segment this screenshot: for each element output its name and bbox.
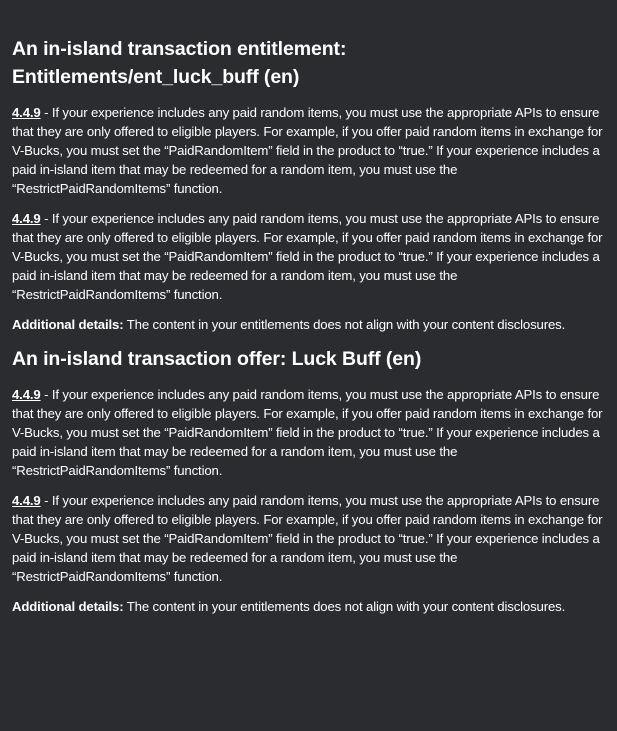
section-title-line-1: An in-island transaction offer: Luck Buff (en) — [12, 348, 422, 370]
additional-details — [12, 315, 605, 334]
violation-text: - If your experience includes any paid random items, you must use the appropriate APIs to ensure that they are only offered to eligible players. For example, if you offer paid random items in exchange for V-Bucks, you must set the “PaidRandomItem” field in the product to “true.” If your experience includes a paid in-island item that may be redeemed for a random item, you must use the “RestrictPaidRandomItems” function. — [12, 493, 603, 584]
additional-details-label: Additional details: — [12, 599, 124, 614]
section-title — [12, 345, 605, 373]
rule-link[interactable]: 4.4.9 — [12, 387, 41, 402]
additional-details — [12, 597, 605, 616]
section-title-line-2: Entitlements/ent_luck_buff (en) — [12, 66, 300, 88]
additional-details-text: The content in your entitlements does not align with your content disclosures. — [123, 317, 566, 332]
section-title — [12, 35, 605, 91]
violation-text: - If your experience includes any paid random items, you must use the appropriate APIs to ensure that they are only offered to eligible players. For example, if you offer paid random items in exchange for V-Bucks, you must set the “PaidRandomItem” field in the product to “true.” If your experience includes a paid in-island item that may be redeemed for a random item, you must use the “RestrictPaidRandomItems” function. — [12, 387, 603, 478]
violation-item — [12, 491, 605, 586]
offer-section — [12, 345, 605, 616]
entitlement-section — [12, 35, 605, 334]
violation-item — [12, 385, 605, 480]
additional-details-text: The content in your entitlements does not align with your content disclosures. — [123, 599, 566, 614]
additional-details-label: Additional details: — [12, 317, 124, 332]
rule-link[interactable]: 4.4.9 — [12, 211, 41, 226]
violation-item — [12, 209, 605, 304]
violation-text: - If your experience includes any paid random items, you must use the appropriate APIs to ensure that they are only offered to eligible players. For example, if you offer paid random items in exchange for V-Bucks, you must set the “PaidRandomItem” field in the product to “true.” If your experience includes a paid in-island item that may be redeemed for a random item, you must use the “RestrictPaidRandomItems” function. — [12, 211, 603, 302]
section-title-line-1: An in-island transaction entitlement: — [12, 38, 347, 60]
violation-item — [12, 103, 605, 198]
violation-text: - If your experience includes any paid random items, you must use the appropriate APIs to ensure that they are only offered to eligible players. For example, if you offer paid random items in exchange for V-Bucks, you must set the “PaidRandomItem” field in the product to “true.” If your experience includes a paid in-island item that may be redeemed for a random item, you must use the “RestrictPaidRandomItems” function. — [12, 105, 603, 196]
rule-link[interactable]: 4.4.9 — [12, 105, 41, 120]
rule-link[interactable]: 4.4.9 — [12, 493, 41, 508]
